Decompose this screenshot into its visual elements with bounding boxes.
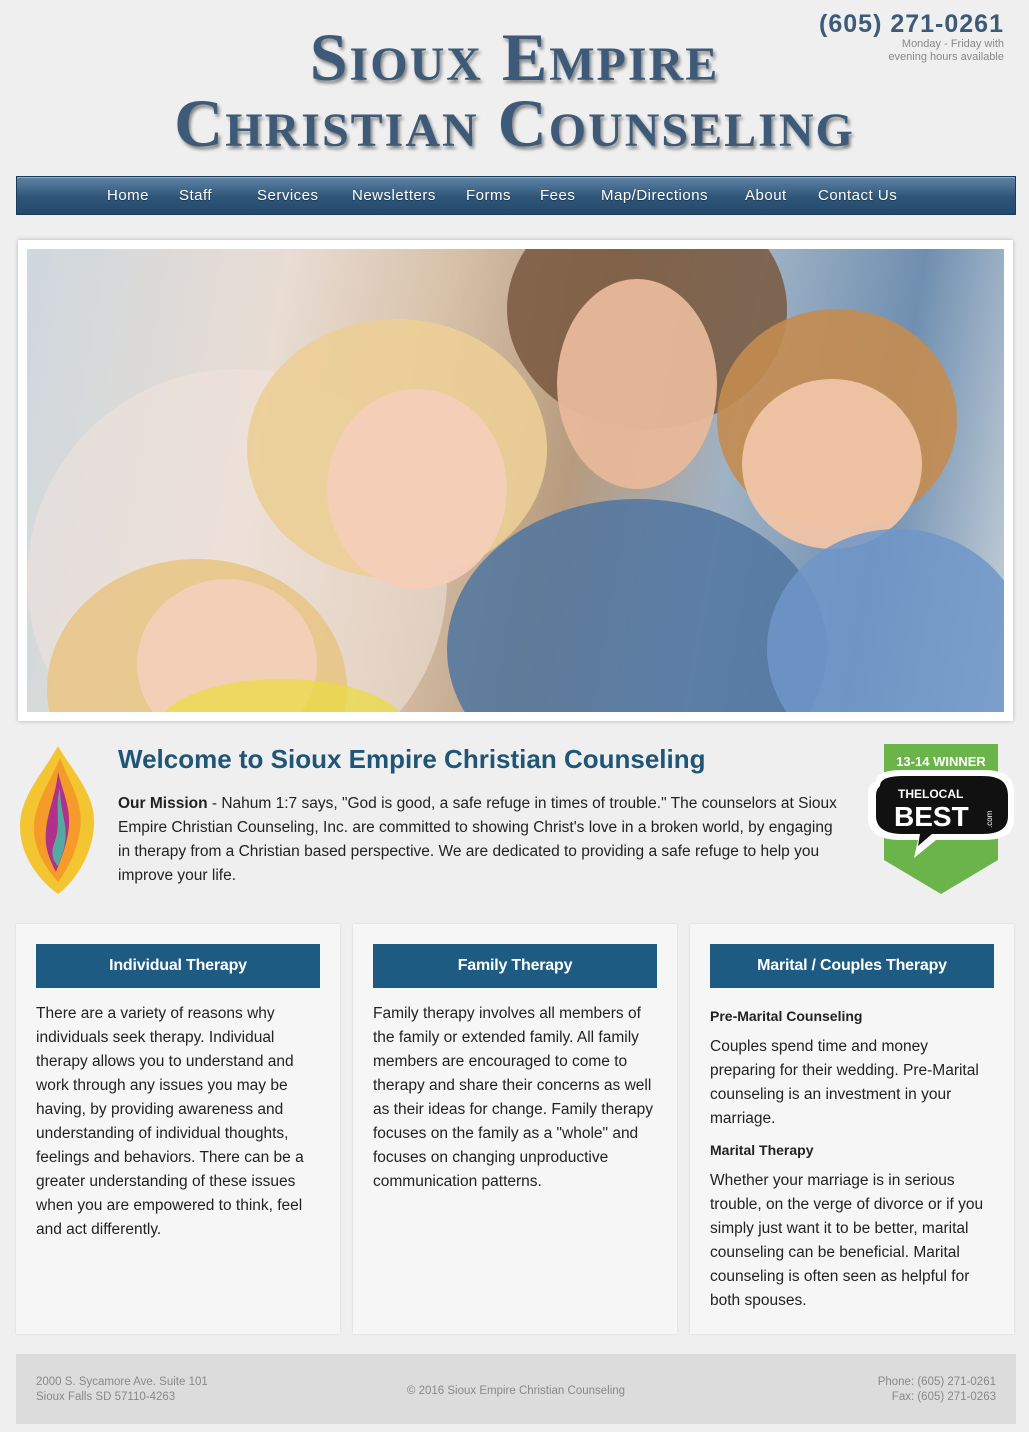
welcome-title: Welcome to Sioux Empire Christian Counseling bbox=[118, 744, 706, 774]
card-title-family[interactable]: Family Therapy bbox=[373, 944, 657, 988]
badge-top-text: 13-14 WINNER bbox=[896, 754, 986, 769]
footer-copyright: © 2016 Sioux Empire Christian Counseling bbox=[406, 1385, 626, 1397]
badge-best: BEST bbox=[894, 801, 969, 832]
card-title-marital[interactable]: Marital / Couples Therapy bbox=[710, 944, 994, 988]
footer-contact bbox=[878, 1375, 996, 1405]
card-title-individual[interactable]: Individual Therapy bbox=[36, 944, 320, 988]
card-body-marital bbox=[710, 1004, 995, 1320]
nav-about[interactable]: About bbox=[745, 187, 787, 204]
card-subtitle-premarital: Pre-Marital Counseling bbox=[710, 1008, 863, 1024]
nav-services[interactable]: Services bbox=[257, 187, 319, 204]
logo-title-line1[interactable]: Sioux Empire bbox=[309, 19, 720, 95]
nav-map-directions[interactable]: Map/Directions bbox=[601, 187, 709, 204]
hero-frame bbox=[18, 240, 1013, 721]
hero-family-photo bbox=[27, 249, 1004, 712]
card-text-family: Family therapy involves all members of the family or extended family. All family members are encouraged to come to therapy and share their concerns as well as their ideas for change. Family therapy focuses on the family as a "whole" and focuses on changing unproductive communication patterns. bbox=[373, 1005, 653, 1190]
hours-line2: evening hours available bbox=[888, 51, 1004, 63]
footer-address-line1: 2000 S. Sycamore Ave. Suite 101 bbox=[36, 1376, 208, 1388]
footer-phone[interactable]: Phone: (605) 271-0261 bbox=[877, 1376, 996, 1388]
card-individual-therapy bbox=[16, 924, 340, 1334]
card-text-individual: There are a variety of reasons why individuals seek therapy. Individual therapy allows you to understand and work through any issues you may be having, by providing awareness and understanding of individual thoughts, feelings and behaviors. There can be a greater understanding of these issues when you are empowered to think, feel and act differently. bbox=[36, 1005, 304, 1238]
footer-address-line2: Sioux Falls SD 57110-4263 bbox=[36, 1391, 176, 1403]
mission-text: - Nahum 1:7 says, "God is good, a safe refuge in times of trouble." The counselors at Sioux Empire Christian Counseling, Inc. are committed to showing Christ's love in a broken world, by engaging in therapy from a Christian based perspective. We are dedicated to providing a safe refuge to help you improve your life. bbox=[118, 795, 837, 884]
card-text-premarital: Couples spend time and money preparing for their wedding. Pre-Marital counseling is an investment in your marriage. bbox=[710, 1038, 979, 1127]
card-family-therapy bbox=[353, 924, 677, 1334]
badge-the-local: THELOCAL bbox=[898, 787, 964, 801]
card-subtitle-marital: Marital Therapy bbox=[710, 1142, 814, 1158]
badge-com: .com bbox=[985, 810, 994, 828]
local-best-badge[interactable] bbox=[864, 742, 1018, 898]
nav-newsletters[interactable]: Newsletters bbox=[352, 187, 436, 204]
mission-statement bbox=[118, 792, 848, 888]
nav-staff[interactable]: Staff bbox=[179, 187, 213, 204]
nav-home[interactable]: Home bbox=[107, 187, 150, 204]
footer-fax: Fax: (605) 271-0263 bbox=[891, 1391, 996, 1403]
mission-label: Our Mission bbox=[118, 795, 208, 812]
main-nav bbox=[16, 176, 1016, 215]
nav-forms[interactable]: Forms bbox=[466, 187, 511, 204]
logo-title-line2[interactable]: Christian Counseling bbox=[174, 85, 855, 161]
nav-contact-us[interactable]: Contact Us bbox=[818, 187, 898, 204]
header-phone[interactable]: (605) 271-0261 bbox=[819, 10, 1004, 38]
site-footer bbox=[16, 1354, 1016, 1424]
card-marital-therapy bbox=[690, 924, 1014, 1334]
card-text-marital: Whether your marriage is in serious trouble, on the verge of divorce or if you simply just want it to be better, marital counseling can be beneficial. Marital counseling is often seen as helpful for both spouses. bbox=[710, 1172, 984, 1309]
flame-logo-icon bbox=[14, 744, 100, 896]
office-hours bbox=[804, 38, 1004, 64]
site-header bbox=[0, 0, 1029, 170]
hours-line1: Monday - Friday with bbox=[901, 38, 1004, 50]
nav-fees[interactable]: Fees bbox=[540, 187, 576, 204]
